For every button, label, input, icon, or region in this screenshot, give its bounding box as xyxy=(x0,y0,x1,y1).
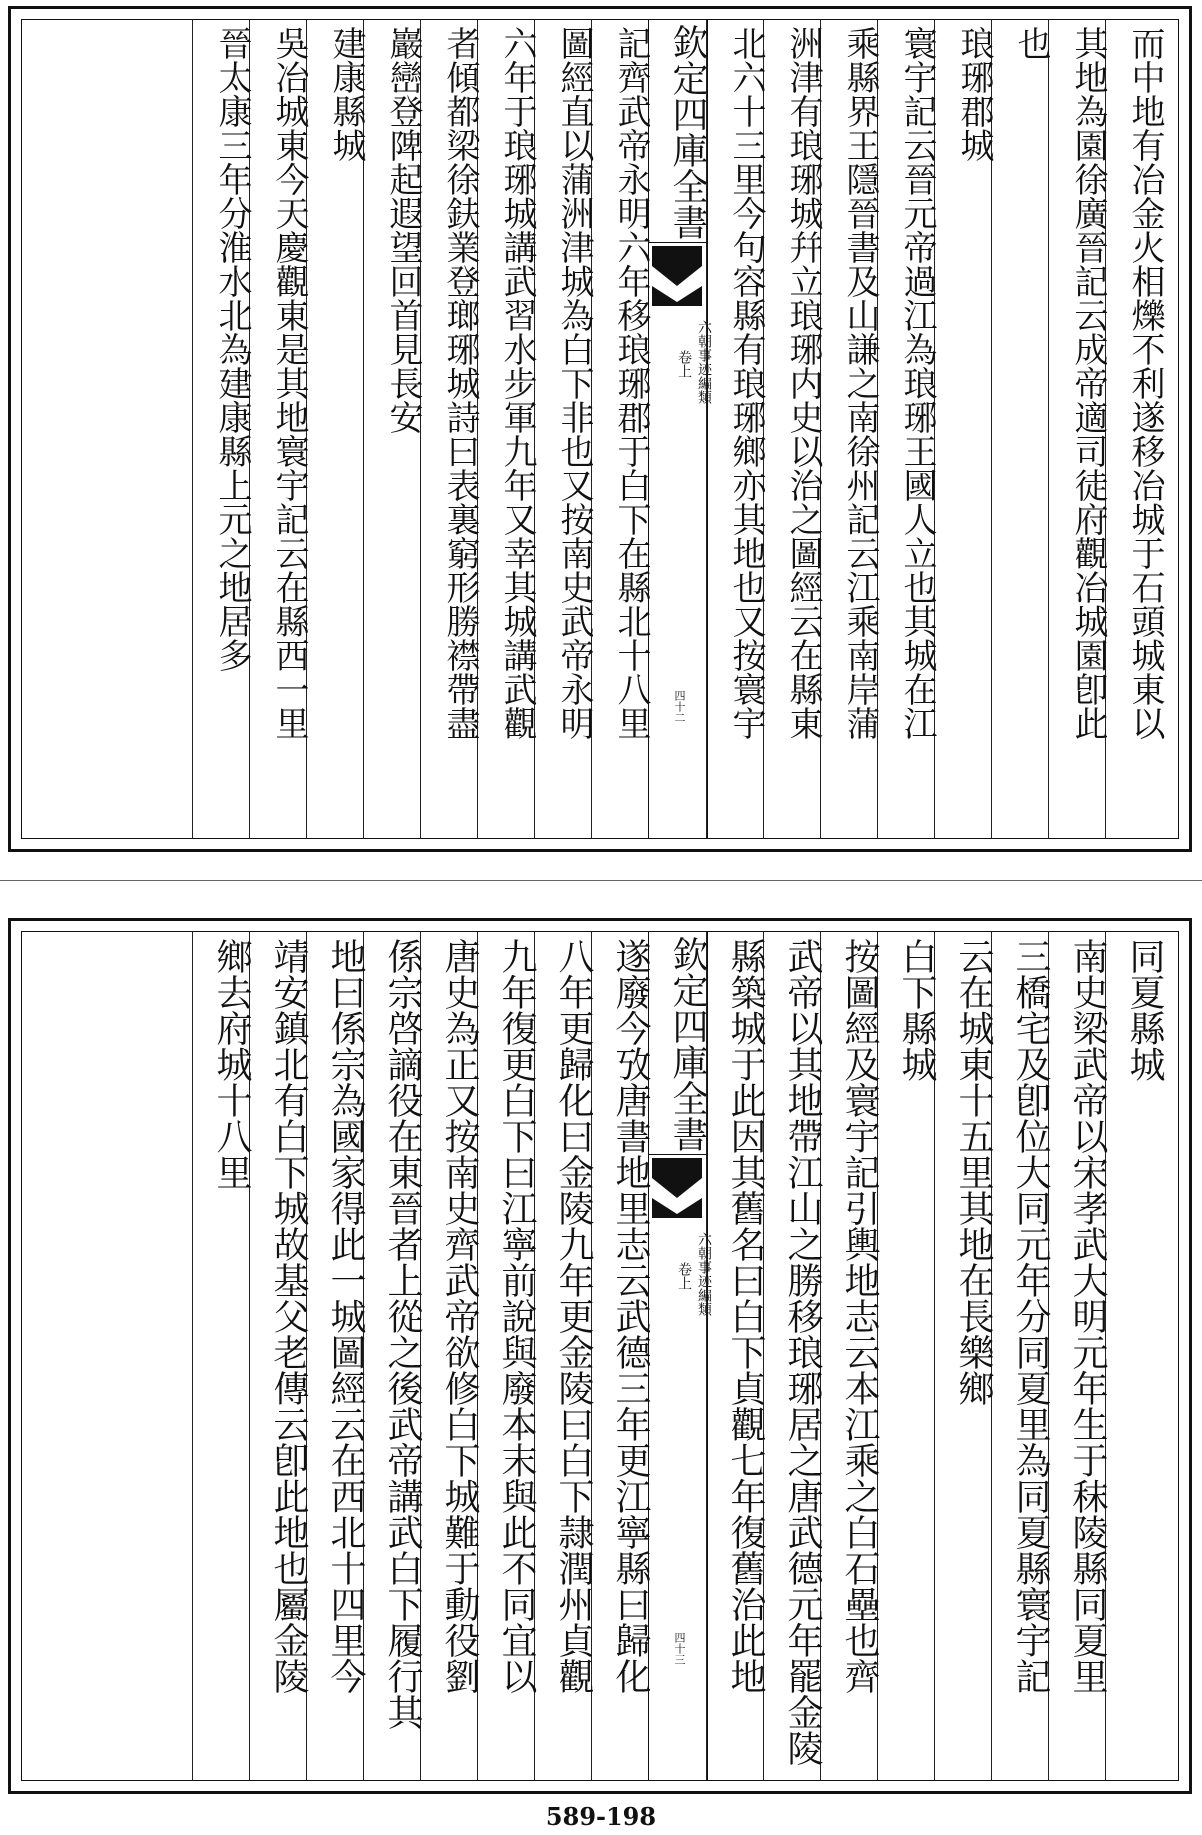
center-band xyxy=(648,20,712,838)
text-column: 唐史為正又按南史齊武帝欲修白下城難于動役劉 xyxy=(439,938,480,1694)
text-column: 係宗啓謫役在東晉者上從之後武帝講武白下履行其 xyxy=(382,938,423,1730)
text-column: 云在城東十五里其地在長樂鄉 xyxy=(953,938,994,1406)
bottom-page xyxy=(8,918,1192,1794)
text-column: 六年于琅琊城講武習水步軍九年又幸其城講武觀 xyxy=(497,26,537,740)
text-column: 乘縣界王隱晉書及山謙之南徐州記云江乘南岸蒲 xyxy=(840,26,880,740)
text-column: 縣築城于此因其舊名曰白下貞觀七年復舊治此地 xyxy=(725,938,766,1694)
band-volume: 卷上 xyxy=(676,350,692,378)
text-column: 者傾都梁徐鈇業登瑯琊城詩曰表裏窮形勝襟帶盡 xyxy=(440,26,480,740)
column-rule xyxy=(192,20,193,838)
band-page-number: 四十二 xyxy=(673,690,686,723)
fishtail-ornament-icon xyxy=(652,1158,702,1218)
text-column: 巖巒登陴起遐望回首見長安 xyxy=(383,26,423,434)
text-column: 南史梁武帝以宋孝武大明元年生于秣陵縣同夏里 xyxy=(1067,938,1108,1694)
text-column: 建康縣城 xyxy=(326,26,366,162)
top-page xyxy=(8,6,1192,852)
text-column: 靖安鎮北有白下城故基父老傳云卽此地也屬金陵 xyxy=(268,938,309,1694)
text-column: 圖經直以蒲洲津城為白下非也又按南史武帝永明 xyxy=(554,26,594,740)
band-book-title: 六朝事迹編類 xyxy=(696,320,712,404)
band-title: 欽定四庫全書 xyxy=(667,24,708,240)
text-column: 晉太康三年分淮水北為建康縣上元之地居多 xyxy=(212,26,252,672)
text-column: 同夏縣城 xyxy=(1124,938,1165,1082)
text-column: 寰宇記云晉元帝過江為琅琊王國人立也其城在江 xyxy=(897,26,937,740)
band-title-box xyxy=(649,1154,707,1155)
band-page-number: 四十三 xyxy=(673,1632,686,1665)
page-footer-number: 589-198 xyxy=(545,1802,657,1831)
text-column: 記齊武帝永明六年移琅琊郡于白下在縣北十八里 xyxy=(611,26,651,740)
text-column: 鄉去府城十八里 xyxy=(211,938,252,1190)
text-column: 洲津有琅琊城幷立琅琊内史以治之圖經云在縣東 xyxy=(783,26,823,740)
band-book-title: 六朝事迹編類 xyxy=(696,1232,712,1316)
text-column: 其地為園徐廣晉記云成帝適司徒府觀冶城園卽此 xyxy=(1068,26,1108,740)
text-column: 吳冶城東今天慶觀東是其地寰宇記云在縣西一里 xyxy=(269,26,309,740)
text-column: 而中地有冶金火相爍不利遂移冶城于石頭城東以 xyxy=(1125,26,1165,740)
band-title: 欽定四庫全書 xyxy=(667,936,708,1152)
text-column: 八年更歸化曰金陵九年更金陵曰白下隷潤州貞觀 xyxy=(553,938,594,1694)
fishtail-ornament-icon xyxy=(652,246,702,306)
top-page-frame xyxy=(21,19,1179,839)
text-column: 三橋宅及卽位大同元年分同夏里為同夏縣寰宇記 xyxy=(1010,938,1051,1694)
bottom-page-frame xyxy=(21,931,1179,1781)
text-column: 北六十三里今句容縣有琅琊鄉亦其地也又按寰宇 xyxy=(726,26,766,740)
text-column: 九年復更白下曰江寧前說與廢本末與此不同宜以 xyxy=(496,938,537,1694)
page-divider xyxy=(0,880,1202,881)
text-column: 白下縣城 xyxy=(896,938,937,1082)
text-column: 也 xyxy=(1011,26,1051,60)
text-column: 遂廢今攷唐書地里志云武德三年更江寧縣曰歸化 xyxy=(610,938,651,1694)
band-title-box xyxy=(649,242,707,243)
text-column: 地曰係宗為國家得此一城圖經云在西北十四里今 xyxy=(325,938,366,1694)
band-volume: 卷上 xyxy=(676,1262,692,1290)
column-rule xyxy=(192,932,193,1780)
center-band xyxy=(648,932,712,1780)
text-column: 武帝以其地帶江山之勝移琅琊居之唐武德元年罷金陵 xyxy=(782,938,823,1766)
text-column: 按圖經及寰宇記引輿地志云本江乘之白石壘也齊 xyxy=(839,938,880,1694)
text-column: 琅琊郡城 xyxy=(954,26,994,162)
